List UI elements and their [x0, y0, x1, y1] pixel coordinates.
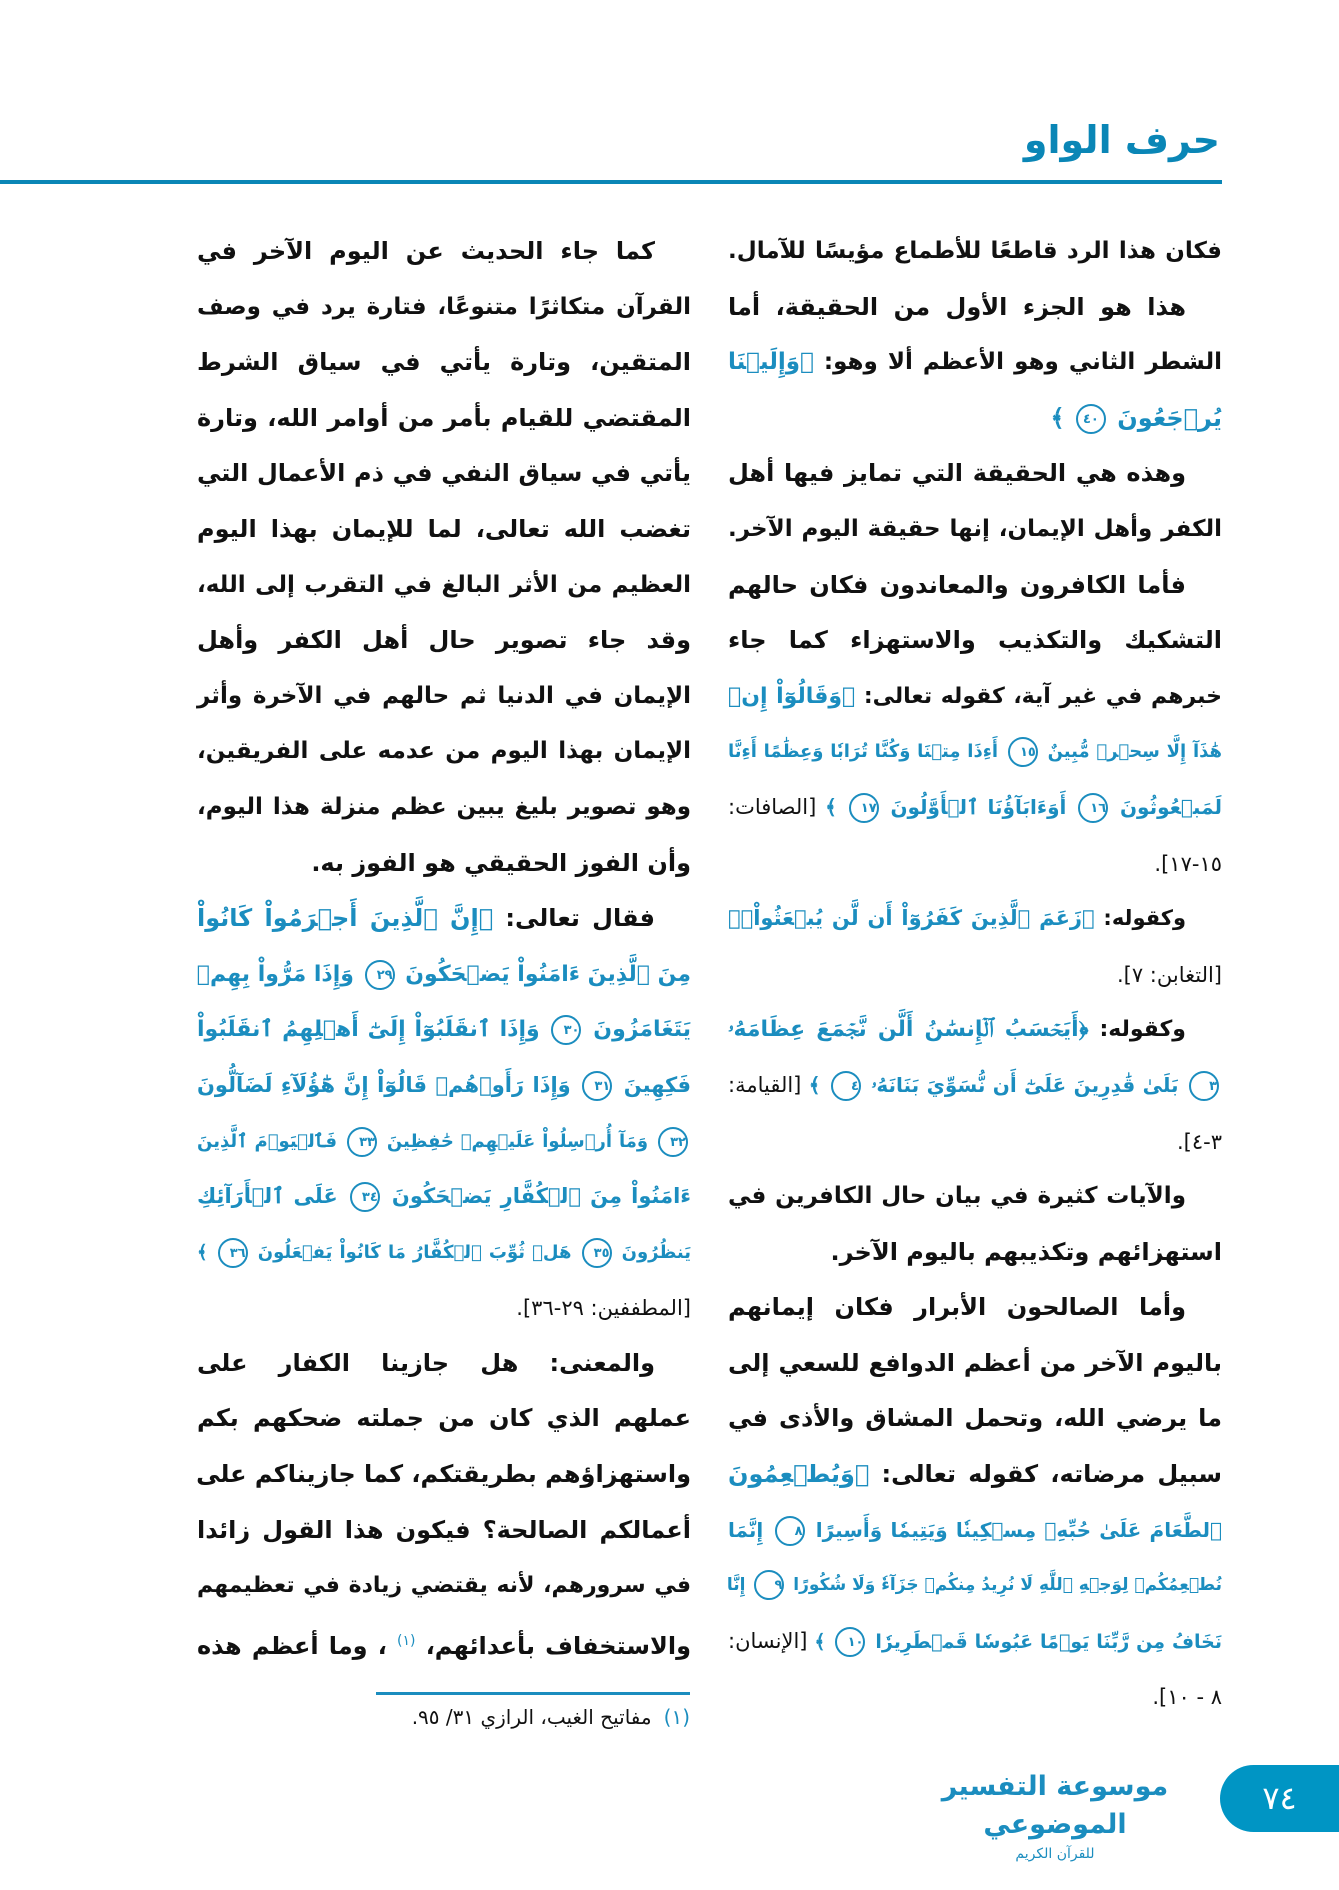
page-number-badge: ٧٤ — [1220, 1765, 1339, 1832]
chapter-title: حرف الواو — [1023, 118, 1220, 162]
text-line — [728, 1114, 1222, 1170]
text-line — [197, 1447, 691, 1503]
body-text: وكقوله: — [1094, 906, 1186, 931]
ayah-number-marker: ٣١ — [582, 1071, 612, 1101]
surah-reference: [المطففين: ٢٩-٣٦]. — [516, 1296, 691, 1321]
ayah-number-marker: ٣٣ — [347, 1127, 377, 1157]
quran-verse: أَءِذَا مِتۡنَا وَكُنَّا تُرَابٗا وَعِظَٰمًا أَءِنَّا — [728, 741, 999, 763]
quran-verse: ﴿وَيُطۡعِمُونَ — [728, 1460, 870, 1489]
quran-verse: إِنَّا — [726, 1575, 746, 1596]
text-line — [728, 1336, 1222, 1392]
header-divider — [0, 180, 1222, 184]
body-text: هذا هو الجزء الأول من الحقيقة، أما — [728, 292, 1186, 321]
quran-verse: يُرۡجَعُونَ — [1117, 403, 1222, 432]
text-line — [197, 446, 691, 502]
text-line — [728, 1614, 1222, 1670]
quran-verse: هَٰذَآ إِلَّا سِحۡرٞ مُّبِينٌ — [1047, 741, 1222, 763]
text-line — [197, 1336, 691, 1392]
text-line — [197, 1002, 691, 1058]
quran-verse: نُطۡعِمُكُمۡ لِوَجۡهِ ٱللَّهِ لَا نُرِيدُ مِنكُمۡ جَزَآءٗ وَلَا شُكُورًا — [793, 1575, 1222, 1596]
body-text: المقتضي للقيام بأمر من أوامر الله، وتارة — [197, 403, 691, 432]
body-text: والاستخفاف بأعدائهم، — [425, 1631, 692, 1660]
ayah-number-marker: ٣٦ — [218, 1238, 248, 1268]
body-text: واستهزاؤهم بطريقتكم، كما جازيناكم على — [196, 1460, 691, 1489]
text-line — [197, 1114, 691, 1170]
body-text: الإيمان بهذا اليوم من عدمه على الفريقين، — [197, 738, 691, 765]
surah-reference: [الصافات: — [728, 794, 817, 819]
text-line — [197, 891, 691, 947]
text-line — [728, 669, 1222, 725]
quran-verse: ﴿وَإِلَيۡنَا — [728, 349, 814, 376]
footnote-number: (١) — [663, 1705, 690, 1729]
quran-verse: لَمَبۡعُوثُونَ — [1119, 794, 1222, 819]
text-line — [728, 335, 1222, 391]
body-text: ما يرضي الله، وتحمل المشاق والأذى في — [728, 1404, 1222, 1433]
ayah-number-marker: ١٥ — [1008, 737, 1038, 767]
text-line — [197, 391, 691, 447]
text-line — [197, 1558, 691, 1614]
body-text: وكقوله: — [1088, 1017, 1186, 1043]
ayah-number-marker: ٣ — [1189, 1071, 1219, 1101]
body-text: وقد جاء تصوير حال أهل الكفر وأهل — [197, 626, 691, 655]
quran-verse: أَوَءَابَآؤُنَا ٱلۡأَوَّلُونَ — [890, 794, 1067, 819]
ayah-number-marker: ٢٩ — [365, 960, 395, 990]
body-text: الشطر الثاني وهو الأعظم ألا وهو: — [813, 349, 1222, 376]
ayah-number-marker: ٩ — [754, 1570, 784, 1600]
ayah-number-marker: ١٧ — [849, 793, 879, 823]
text-line — [728, 947, 1222, 1003]
text-line — [728, 1225, 1222, 1281]
body-text: استهزائهم وتكذيبهم باليوم الآخر. — [830, 1237, 1222, 1266]
quran-verse: ﴾ — [816, 794, 837, 819]
quran-verse: ﴾ — [807, 1630, 826, 1653]
surah-reference: [التغابن: ٧]. — [1116, 962, 1222, 987]
logo-title: موسوعة التفسير الموضوعي — [941, 1771, 1169, 1840]
text-line — [197, 1280, 691, 1336]
text-line — [728, 891, 1222, 947]
text-line — [728, 1558, 1222, 1614]
ayah-number-marker: ٤٠ — [1076, 404, 1106, 434]
quran-verse: ﴿وَقَالُوٓاْ إِنۡ — [728, 683, 856, 709]
text-line — [197, 724, 691, 780]
quran-verse: ءَامَنُواْ مِنَ ٱلۡكُفَّارِ يَضۡحَكُونَ — [391, 1184, 692, 1209]
ayah-number-marker: ١٠ — [835, 1627, 865, 1657]
body-text: وهذه هي الحقيقة التي تمايز فيها أهل — [728, 459, 1186, 488]
text-line — [197, 502, 691, 558]
text-line — [728, 224, 1222, 280]
quran-verse: وَإِذَا ٱنقَلَبُوٓاْ إِلَىٰٓ أَهۡلِهِمُ ٱنقَلَبُواْ — [197, 1017, 540, 1043]
text-line — [728, 1169, 1222, 1225]
text-line — [197, 335, 691, 391]
body-text: ، وما أعظم هذه — [197, 1631, 387, 1660]
body-text: فقال تعالى: — [493, 904, 655, 933]
logo-subtitle: للقرآن الكريم — [1015, 1846, 1095, 1862]
quran-verse: وَإِذَا مَرُّواْ بِهِمۡ — [196, 961, 354, 987]
quran-verse: مِنَ ٱلَّذِينَ ءَامَنُواْ يَضۡحَكُونَ — [405, 961, 691, 987]
text-line — [197, 1225, 691, 1281]
text-line — [728, 280, 1222, 336]
quran-verse: ﴿أَيَحۡسَبُ ٱلۡإِنسَٰنُ أَلَّن نَّجۡمَعَ عِظَامَهُۥ — [728, 1017, 1089, 1043]
text-column-right — [728, 224, 1222, 1725]
body-text: خبرهم في غير آية، كقوله تعالى: — [855, 683, 1222, 709]
surah-reference: ٨ - ١٠]. — [1152, 1685, 1222, 1710]
quran-verse: يَتَغَامَزُونَ — [593, 1017, 691, 1043]
text-line — [197, 613, 691, 669]
body-text: عملهم الذي كان من جملته ضحكهم بكم — [197, 1404, 691, 1433]
text-line — [197, 558, 691, 614]
text-line — [197, 947, 691, 1003]
body-text: يأتي في سياق النفي في ذم الأعمال التي — [197, 459, 691, 488]
text-line — [197, 1058, 691, 1114]
footnote-text: مفاتيح الغيب، الرازي ٣١/ ٩٥. — [411, 1705, 652, 1729]
body-text: فكان هذا الرد قاطعًا للأطماع مؤيسًا للآمال. — [728, 238, 1222, 264]
quran-verse: إِنَّمَا — [728, 1517, 764, 1542]
surah-reference: ١٥-١٧]. — [1154, 851, 1222, 876]
quran-verse: عَلَى ٱلۡأَرَآئِكِ — [197, 1184, 338, 1209]
ayah-number-marker: ٤ — [831, 1071, 861, 1101]
text-line — [728, 1391, 1222, 1447]
ayah-number-marker: ١٦ — [1078, 793, 1108, 823]
text-line — [728, 502, 1222, 558]
text-line — [728, 446, 1222, 502]
text-line — [197, 836, 691, 892]
ayah-number-marker: ٣٥ — [582, 1238, 612, 1268]
text-line — [197, 1391, 691, 1447]
quran-verse: ﴾ — [197, 1241, 208, 1263]
quran-verse: وَإِذَا رَأَوۡهُمۡ قَالُوٓاْ إِنَّ هَٰٓؤُلَآءِ لَضَآلُّونَ — [197, 1072, 571, 1097]
ayah-number-marker: ٣٢ — [658, 1127, 688, 1157]
text-line — [197, 280, 691, 336]
body-text: المتقين، وتارة يأتي في سياق الشرط — [197, 348, 691, 377]
body-text: وأن الفوز الحقيقي هو الفوز به. — [311, 848, 691, 877]
text-line — [728, 1669, 1222, 1725]
body-text: الكفر وأهل الإيمان، إنها حقيقة اليوم الآخر. — [728, 515, 1222, 542]
surah-reference: [القيامة: — [728, 1072, 802, 1097]
text-line — [728, 1280, 1222, 1336]
text-line — [728, 724, 1222, 780]
body-text: الإيمان في الدنيا ثم حالهم في الآخرة وأثر — [197, 682, 691, 709]
quran-verse: ﴾ — [801, 1072, 821, 1097]
body-text: التشكيك والتكذيب والاستهزاء كما جاء — [728, 626, 1222, 655]
text-line — [728, 613, 1222, 669]
surah-reference: [الإنسان: — [728, 1628, 808, 1653]
text-line — [728, 836, 1222, 892]
footnote — [197, 1705, 690, 1729]
text-line — [197, 780, 691, 836]
body-text: والآيات كثيرة في بيان حال الكافرين في — [728, 1183, 1186, 1210]
ayah-number-marker: ٣٠ — [551, 1015, 581, 1045]
footnote-divider — [376, 1692, 690, 1695]
quran-verse: نَخَافُ مِن رَّبِّنَا يَوۡمًا عَبُوسٗا قَمۡطَرِيرٗا — [875, 1630, 1222, 1653]
body-text: أعمالكم الصالحة؟ فيكون هذا القول زائدا — [197, 1515, 691, 1544]
body-text: وأما الصالحون الأبرار فكان إيمانهم — [728, 1293, 1186, 1322]
ayah-number-marker: ٣٤ — [350, 1182, 380, 1212]
quran-verse: هَلۡ ثُوِّبَ ٱلۡكُفَّارُ مَا كَانُواْ يَفۡعَلُونَ — [257, 1241, 572, 1263]
ayah-number-marker: ٨ — [775, 1516, 805, 1546]
quran-verse: فَكِهِينَ — [623, 1072, 692, 1097]
footnote-marker[interactable]: (١) — [397, 1632, 416, 1649]
body-text: سبيل مرضاته، كقوله تعالى: — [869, 1460, 1222, 1489]
quran-verse: بَلَىٰ قَٰدِرِينَ عَلَىٰٓ أَن نُّسَوِّيَ بَنَانَهُۥ — [871, 1072, 1179, 1097]
body-text: العظيم من الأثر البالغ في التقرب إلى الله، — [197, 571, 691, 598]
quran-verse: ٱلطَّعَامَ عَلَىٰ حُبِّهِۦ مِسۡكِينٗا وَيَتِيمٗا وَأَسِيرًا — [815, 1517, 1223, 1542]
text-line — [728, 391, 1222, 447]
body-text: القرآن متكاثرًا متنوعًا، فتارة يرد في وصف — [197, 293, 691, 320]
quran-verse: يَنظُرُونَ — [621, 1241, 691, 1263]
text-line — [728, 1503, 1222, 1559]
text-line — [197, 1614, 691, 1670]
quran-verse: وَمَآ أُرۡسِلُواْ عَلَيۡهِمۡ حَٰفِظِينَ — [386, 1130, 649, 1152]
quran-verse: فَٱلۡيَوۡمَ ٱلَّذِينَ — [197, 1130, 338, 1152]
text-line — [197, 1503, 691, 1559]
book-logo — [930, 1768, 1180, 1864]
text-line — [728, 1058, 1222, 1114]
quran-verse: ﴿إِنَّ ٱلَّذِينَ أَجۡرَمُواْ كَانُواْ — [197, 904, 494, 933]
body-text: في سرورهم، لأنه يقتضي زيادة في تعظيمهم — [197, 1573, 691, 1599]
text-line — [728, 1002, 1222, 1058]
body-text: وهو تصوير بليغ يبين عظم منزلة هذا اليوم، — [197, 793, 691, 820]
quran-verse: ﴾ — [1050, 403, 1065, 432]
body-text: فأما الكافرون والمعاندون فكان حالهم — [728, 570, 1186, 599]
text-line — [728, 1447, 1222, 1503]
quran-verse: ﴿زَعَمَ ٱلَّذِينَ كَفَرُوٓاْ أَن لَّن يُبۡعَثُواْۚ﴾ — [728, 906, 1095, 931]
body-text: باليوم الآخر من أعظم الدوافع للسعي إلى — [728, 1348, 1222, 1377]
text-column-left — [197, 224, 691, 1669]
text-line — [197, 1169, 691, 1225]
text-line — [197, 224, 691, 280]
body-text: كما جاء الحديث عن اليوم الآخر في — [197, 237, 655, 265]
body-text: والمعنى: هل جازينا الكفار على — [197, 1348, 655, 1377]
text-line — [728, 780, 1222, 836]
text-line — [197, 669, 691, 725]
text-line — [728, 558, 1222, 614]
body-text: تغضب الله تعالى، لما للإيمان بهذا اليوم — [197, 514, 691, 543]
surah-reference: ٣-٤]. — [1176, 1129, 1222, 1154]
